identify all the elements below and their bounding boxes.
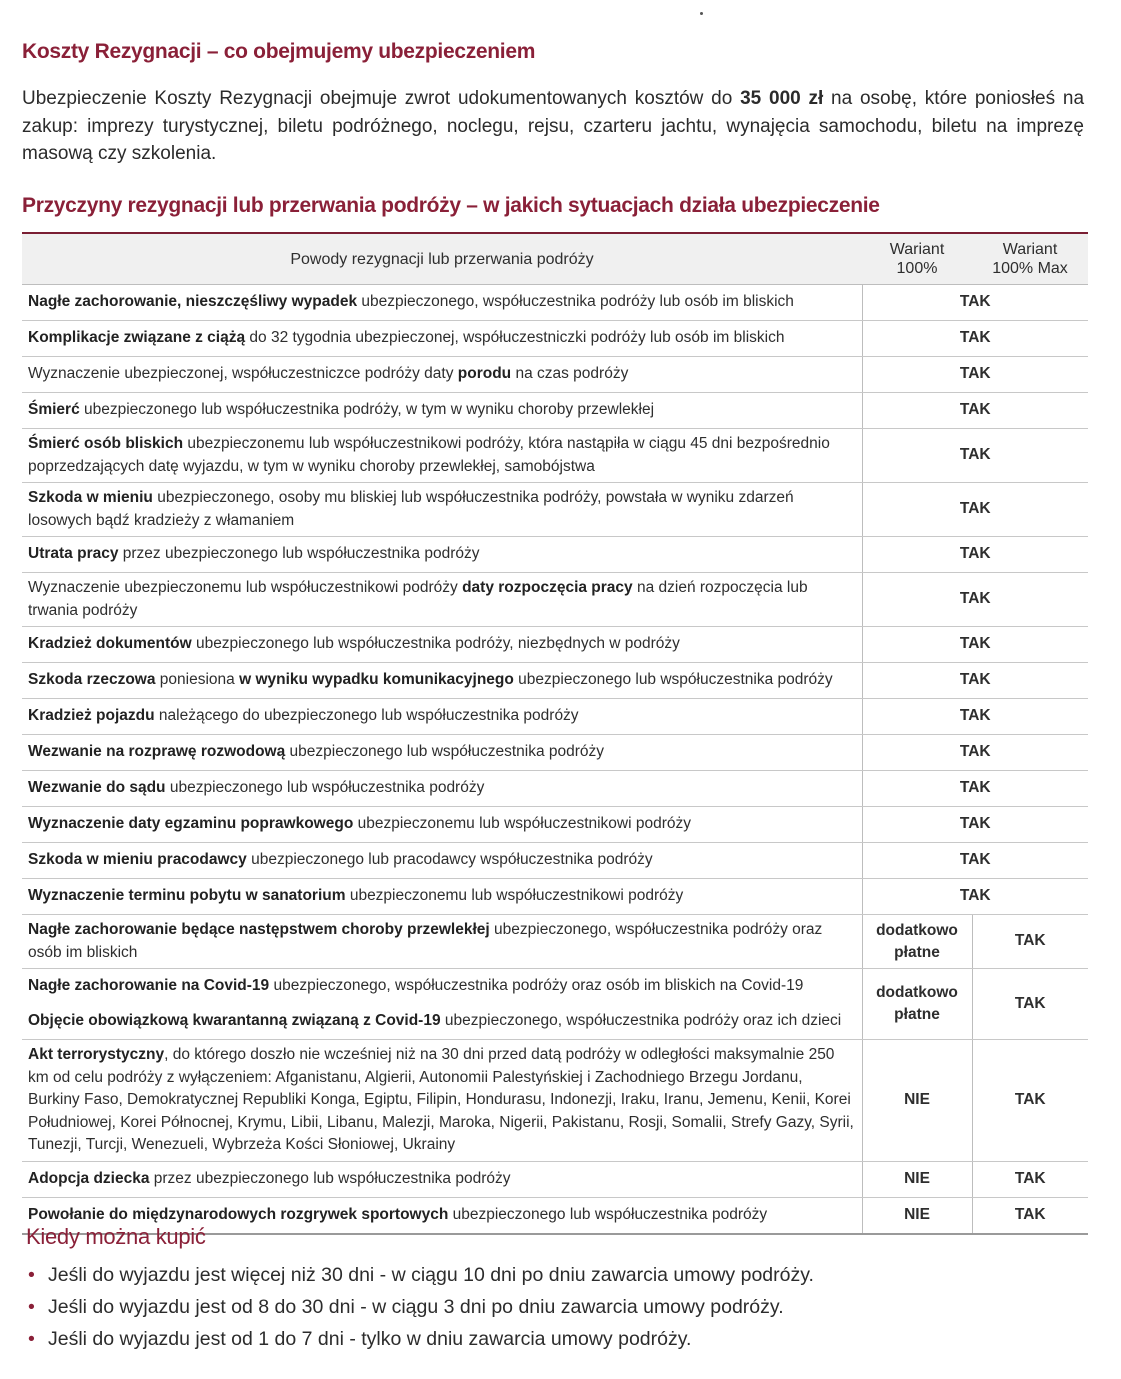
coverage-both-variants: TAK	[862, 699, 1088, 735]
reason-keyword: Nagłe zachorowanie na Covid-19	[28, 977, 270, 995]
coverage-variant-100-max: TAK	[972, 915, 1088, 969]
coverage-both-variants: TAK	[862, 627, 1088, 663]
reason-keyword: porodu	[457, 365, 512, 383]
table-row	[22, 915, 1088, 969]
list-item: • Jeśli do wyjazdu jest od 8 do 30 dni - w ciągu 3 dni po dniu zawarcia umowy podróży.	[26, 1291, 814, 1323]
reason-text: ubezpieczonego lub współuczestnika podróży	[513, 671, 833, 689]
coverage-both-variants: TAK	[862, 537, 1088, 573]
reason-cell	[22, 285, 862, 321]
reason-keyword: Wezwanie na rozprawę rozwodową	[28, 743, 286, 761]
col-header-variant-100: Wariant 100%	[862, 233, 972, 285]
coverage-both-variants: TAK	[862, 807, 1088, 843]
reason-keyword: Wyznaczenie daty egzaminu poprawkowego	[28, 815, 354, 833]
col-header-variant-100-max: Wariant 100% Max	[972, 233, 1088, 285]
section-title-reasons: Przyczyny rezygnacji lub przerwania podróży – w jakich sytuacjach działa ubezpieczenie	[22, 194, 880, 217]
coverage-both-variants: TAK	[862, 357, 1088, 393]
reason-keyword: Śmierć	[28, 401, 80, 419]
reason-text: ubezpieczonego lub współuczestnika podróży, niezbędnych w podróży	[191, 635, 680, 653]
reason-cell	[22, 627, 862, 663]
reason-keyword: Komplikacje związane z ciążą	[28, 329, 246, 347]
table-row	[22, 429, 1088, 483]
intro-text-start: Ubezpieczenie Koszty Rezygnacji obejmuje zwrot udokumentowanych kosztów do	[22, 88, 741, 109]
reason-text: poniesiona	[155, 671, 240, 689]
table-header-row	[22, 233, 1088, 285]
bullet-icon: •	[28, 1264, 35, 1286]
reason-text: Wyznaczenie ubezpieczonej, współuczestniczce podróży daty	[28, 365, 458, 383]
reason-text: ubezpieczonego, współuczestnika podróży oraz ich dzieci	[440, 1012, 842, 1030]
list-item: • Jeśli do wyjazdu jest więcej niż 30 dni - w ciągu 10 dni po dniu zawarcia umowy podróży.	[26, 1259, 814, 1291]
coverage-both-variants: TAK	[862, 663, 1088, 699]
section-title-costs: Koszty Rezygnacji – co obejmujemy ubezpieczeniem	[22, 40, 536, 63]
reasons-table	[22, 232, 1088, 1235]
reason-cell	[22, 969, 862, 1005]
reason-text: przez ubezpieczonego lub współuczestnika podróży	[118, 545, 480, 563]
table-row	[22, 483, 1088, 537]
reason-text: Wyznaczenie ubezpieczonemu lub współuczestnikowi podróży	[28, 579, 463, 596]
reason-cell	[22, 537, 862, 573]
reason-text: do 32 tygodnia ubezpieczonej, współuczestniczki podróży lub osób im bliskich	[245, 329, 785, 347]
reason-text: ubezpieczonemu lub współuczestnikowi podróży	[353, 815, 692, 833]
reason-cell	[22, 1004, 862, 1040]
coverage-both-variants: TAK	[862, 843, 1088, 879]
reason-text: , do którego doszło nie wcześniej niż na 30 dni przed datą podróży w odległości maksymalnie 250 km od celu podróży z wyłączeniem: Afganistanu, Algierii, Autonomii Palestyńskiej i Zachodniego Brzegu Jordanu, Burkiny Faso, Demokratycznej Republiki Konga, Egiptu, Filipin, Hondurasu, Indonezji, Iraku, Iranu, Jemenu, Kenii, Korei Południowej, Korei Północnej, Krymu, Libii, Libanu, Malezji, Maroka, Nigerii, Pakistanu, Rosji, Somalii, Strefy Gazy, Syrii, Tunezji, Turcji, Wenezueli, Wybrzeża Kości Słoniowej, Ukrainy	[28, 1046, 854, 1153]
table-row	[22, 357, 1088, 393]
reason-keyword: Nagłe zachorowanie będące następstwem choroby przewlekłej	[28, 921, 490, 938]
reason-cell	[22, 429, 862, 483]
reason-cell	[22, 321, 862, 357]
reason-keyword: Akt terrorystyczny	[28, 1046, 165, 1063]
table-row	[22, 321, 1088, 357]
reason-cell	[22, 357, 862, 393]
table-row	[22, 627, 1088, 663]
reason-cell	[22, 663, 862, 699]
coverage-variant-100-max: TAK	[972, 1040, 1088, 1162]
bullet-icon: •	[28, 1296, 35, 1318]
coverage-both-variants: TAK	[862, 285, 1088, 321]
table-row	[22, 1161, 1088, 1197]
reason-cell	[22, 393, 862, 429]
col-header-reasons: Powody rezygnacji lub przerwania podróży	[22, 233, 862, 285]
table-row	[22, 969, 1088, 1005]
reason-text: należącego do ubezpieczonego lub współuczestnika podróży	[154, 707, 579, 725]
reason-cell	[22, 879, 862, 915]
table-row	[22, 663, 1088, 699]
reason-text: ubezpieczonego lub współuczestnika podróży	[165, 779, 485, 797]
reason-text: ubezpieczonego lub pracodawcy współuczestnika podróży	[246, 851, 653, 869]
coverage-both-variants: TAK	[862, 321, 1088, 357]
reason-cell	[22, 915, 862, 969]
reason-text: przez ubezpieczonego lub współuczestnika podróży	[149, 1169, 511, 1187]
coverage-variant-100: dodatkowo płatne	[862, 915, 972, 969]
coverage-both-variants: TAK	[862, 735, 1088, 771]
reason-text: ubezpieczonego, współuczestnika podróży oraz osób im bliskich	[28, 921, 823, 961]
reason-text: na dzień rozpoczęcia lub trwania podróży	[28, 579, 808, 619]
reason-cell	[22, 483, 862, 537]
reason-keyword: Objęcie obowiązkową kwarantanną związaną z Covid-19	[28, 1012, 441, 1030]
reason-text: ubezpieczonemu lub współuczestnikowi podróży, która nastąpiła w ciągu 45 dni bezpośrednio poprzedzających datę wyjazdu, w tym w wyniku choroby przewlekłej, samobójstwa	[28, 435, 830, 475]
reason-keyword: Śmierć osób bliskich	[28, 435, 184, 452]
reason-cell	[22, 807, 862, 843]
table-row	[22, 807, 1088, 843]
coverage-variant-100: dodatkowo płatne	[862, 969, 972, 1040]
reason-keyword: Adopcja dziecka	[28, 1169, 150, 1187]
reason-keyword: Kradzież dokumentów	[28, 635, 192, 653]
intro-text-end: na osobę, które poniosłeś na zakup: imprezy turystycznej, biletu podróżnego, noclegu, rejsu, czarteru jachtu, wynajęcia samochodu, biletu na imprezę masową czy szkolenia.	[22, 88, 1085, 164]
scan-speck	[700, 12, 703, 15]
reason-text: ubezpieczonego, współuczestnika podróży oraz osób im bliskich na Covid-19	[269, 977, 804, 995]
reason-text: ubezpieczonego, współuczestnika podróży lub osób im bliskich	[357, 293, 794, 311]
reason-keyword: Utrata pracy	[28, 545, 119, 563]
reason-cell	[22, 735, 862, 771]
table-row	[22, 393, 1088, 429]
section-title-when-to-buy: Kiedy można kupić	[26, 1224, 206, 1249]
list-item: • Jeśli do wyjazdu jest od 1 do 7 dni - tylko w dniu zawarcia umowy podróży.	[26, 1323, 814, 1355]
coverage-variant-100: NIE	[862, 1197, 972, 1234]
reason-text: ubezpieczonego lub współuczestnika podróży	[285, 743, 605, 761]
reason-text: ubezpieczonego lub współuczestnika podróży, w tym w wyniku choroby przewlekłej	[79, 401, 655, 419]
reason-keyword: Nagłe zachorowanie, nieszczęśliwy wypadek	[28, 293, 358, 311]
reason-keyword: daty rozpoczęcia pracy	[462, 579, 633, 596]
coverage-variant-100: NIE	[862, 1161, 972, 1197]
reason-cell	[22, 699, 862, 735]
reason-cell	[22, 771, 862, 807]
reason-keyword: w wyniku wypadku komunikacyjnego	[239, 671, 514, 689]
coverage-both-variants: TAK	[862, 771, 1088, 807]
coverage-variant-100-max: TAK	[972, 1161, 1088, 1197]
table-row	[22, 843, 1088, 879]
coverage-both-variants: TAK	[862, 879, 1088, 915]
reason-cell	[22, 1040, 862, 1162]
reason-keyword: Szkoda w mieniu	[28, 489, 153, 506]
table-row	[22, 699, 1088, 735]
reason-text: ubezpieczonego, osoby mu bliskiej lub współuczestnika podróży, powstała w wyniku zdarzeń losowych bądź kradzieży z włamaniem	[28, 489, 794, 529]
reason-text: ubezpieczonego lub współuczestnika podróży	[448, 1205, 768, 1223]
coverage-variant-100: NIE	[862, 1040, 972, 1162]
reason-keyword: Wezwanie do sądu	[28, 779, 166, 797]
reason-keyword: Szkoda rzeczowa	[28, 671, 156, 689]
coverage-variant-100-max: TAK	[972, 1197, 1088, 1234]
reason-keyword: Powołanie do międzynarodowych rozgrywek sportowych	[28, 1205, 449, 1223]
reason-keyword: Szkoda w mieniu pracodawcy	[28, 851, 247, 869]
table-row	[22, 879, 1088, 915]
bullet-icon: •	[28, 1328, 35, 1350]
intro-amount: 35 000 zł	[740, 88, 824, 109]
reason-cell	[22, 1161, 862, 1197]
coverage-both-variants: TAK	[862, 573, 1088, 627]
reason-cell	[22, 573, 862, 627]
reason-text: ubezpieczonemu lub współuczestnikowi podróży	[345, 887, 684, 905]
reason-text: na czas podróży	[511, 365, 629, 383]
reason-cell	[22, 843, 862, 879]
table-row	[22, 285, 1088, 321]
table-row	[22, 735, 1088, 771]
table-row	[22, 1040, 1088, 1162]
reason-keyword: Wyznaczenie terminu pobytu w sanatorium	[28, 887, 346, 905]
coverage-both-variants: TAK	[862, 483, 1088, 537]
coverage-variant-100-max: TAK	[972, 969, 1088, 1040]
reason-keyword: Kradzież pojazdu	[28, 707, 155, 725]
coverage-both-variants: TAK	[862, 429, 1088, 483]
table-row	[22, 771, 1088, 807]
table-body	[22, 285, 1088, 1234]
table-row	[22, 537, 1088, 573]
table-row	[22, 573, 1088, 627]
coverage-both-variants: TAK	[862, 393, 1088, 429]
intro-paragraph	[22, 85, 1084, 168]
when-to-buy-list	[26, 1259, 814, 1355]
